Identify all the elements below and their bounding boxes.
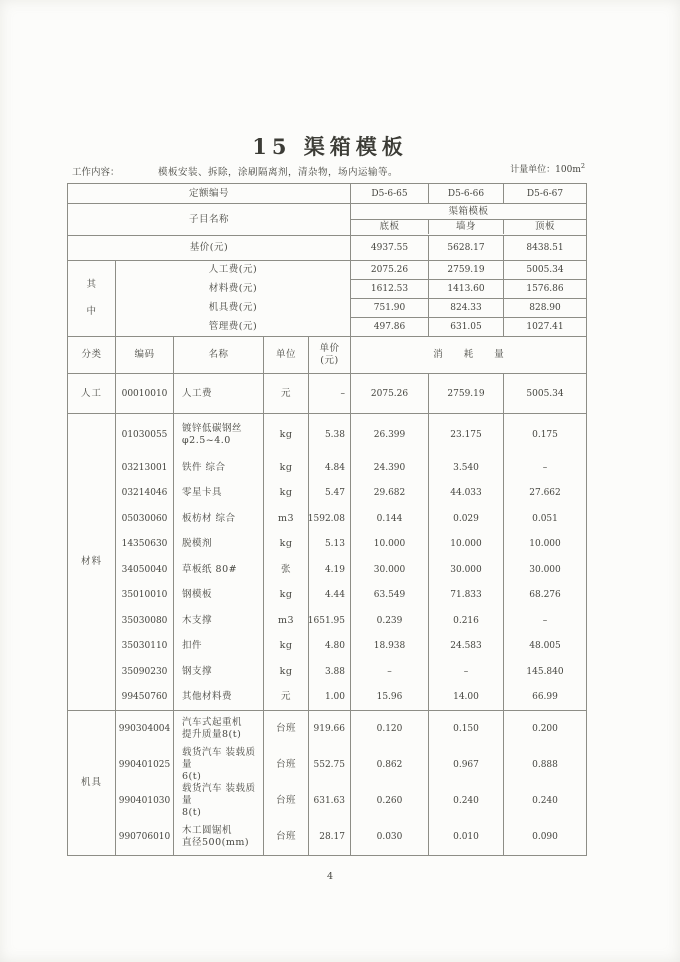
fee-labels — [116, 261, 351, 336]
row-name — [174, 455, 264, 481]
fee-value: 1027.41 — [526, 322, 564, 332]
material-section — [68, 414, 586, 711]
fee-value: 497.86 — [351, 318, 429, 336]
row-unit: kg — [264, 583, 309, 609]
row-unit: 台班 — [264, 747, 309, 783]
row-value-3: – — [542, 462, 548, 473]
row-value-2: 44.033 — [429, 481, 504, 507]
among-label — [68, 261, 116, 336]
row-unit: kg — [264, 481, 309, 507]
quota-number-row — [68, 184, 586, 204]
table-row — [116, 414, 586, 455]
row-value-2: 2759.19 — [429, 374, 504, 413]
row-code: 990706010 — [116, 819, 174, 855]
row-price: 4.44 — [309, 583, 351, 609]
row-unit: 台班 — [264, 819, 309, 855]
row-code: 35030110 — [116, 634, 174, 660]
row-value-1: 2075.26 — [351, 374, 429, 413]
fee-value: 1576.86 — [526, 284, 564, 294]
row-name-line: 6(t) — [182, 771, 202, 782]
row-value-2: 24.583 — [429, 634, 504, 660]
row-unit: m3 — [264, 608, 309, 634]
row-value-3: 10.000 — [529, 539, 561, 550]
row-value-2: 0.150 — [429, 711, 504, 747]
row-value-3: 30.000 — [529, 564, 561, 575]
row-name-line: 木支撑 — [182, 614, 213, 626]
row-value-3: 0.175 — [532, 429, 558, 440]
row-name-line: 8(t) — [182, 807, 202, 818]
row-value-1: 18.938 — [351, 634, 429, 660]
row-name — [174, 583, 264, 609]
row-code: 990401025 — [116, 747, 174, 783]
row-value-1: 0.862 — [351, 747, 429, 783]
row-value-1: 0.030 — [351, 819, 429, 855]
category-machine: 机具 — [68, 711, 116, 855]
base-price-row — [68, 236, 586, 261]
row-price: 3.88 — [309, 659, 351, 685]
item-name-3: 顶板 — [534, 221, 555, 232]
row-name-line: 脱模剂 — [182, 538, 213, 550]
table-row — [116, 481, 586, 507]
row-price: 4.19 — [309, 557, 351, 583]
fee-values — [351, 261, 586, 336]
row-unit: kg — [264, 455, 309, 481]
row-value-1: 15.96 — [351, 685, 429, 711]
row-code: 00010010 — [116, 374, 174, 413]
row-name — [174, 481, 264, 507]
quota-number-3: D5-6-67 — [526, 188, 564, 199]
base-price-1: 4937.55 — [351, 236, 429, 260]
base-price-label: 基价(元) — [68, 236, 351, 260]
page-number: 4 — [326, 871, 334, 882]
row-name-line: 载货汽车 装载质量 — [182, 747, 256, 770]
row-code: 35090230 — [116, 659, 174, 685]
row-code: 990401030 — [116, 783, 174, 819]
row-name-line: 扣件 — [182, 640, 203, 652]
row-name — [174, 711, 264, 747]
fee-row-material — [351, 280, 586, 299]
row-name — [174, 783, 264, 819]
row-value-1: 63.549 — [351, 583, 429, 609]
table-row — [116, 583, 586, 609]
row-value-2: 3.540 — [429, 455, 504, 481]
table-row — [116, 747, 586, 783]
row-code: 990304004 — [116, 711, 174, 747]
row-name — [174, 747, 264, 783]
row-unit: 张 — [264, 557, 309, 583]
row-price: 28.17 — [309, 819, 351, 855]
machine-rows — [116, 711, 586, 855]
table-row — [116, 659, 586, 685]
row-name — [174, 685, 264, 711]
item-name-right — [351, 204, 586, 235]
col-header-category: 分类 — [68, 337, 116, 373]
row-name — [174, 819, 264, 855]
fee-value: 751.90 — [351, 299, 429, 317]
row-code: 03214046 — [116, 481, 174, 507]
row-value-3: 0.888 — [532, 760, 558, 770]
fee-row-management — [351, 318, 586, 336]
col-header-unit: 单位 — [264, 337, 309, 373]
row-value-1: 29.682 — [351, 481, 429, 507]
row-value-1: 30.000 — [351, 557, 429, 583]
row-name-line: 汽车式起重机 — [182, 717, 243, 728]
row-code: 14350630 — [116, 532, 174, 558]
row-code: 35010010 — [116, 583, 174, 609]
row-unit: kg — [264, 634, 309, 660]
fee-value: 828.90 — [529, 303, 561, 313]
row-name — [174, 608, 264, 634]
row-value-2: 23.175 — [429, 414, 504, 455]
row-unit: 台班 — [264, 783, 309, 819]
table-row — [116, 608, 586, 634]
row-name-line: 零星卡具 — [182, 487, 223, 499]
item-group-cell: 渠箱模板 — [351, 204, 586, 220]
table-row — [116, 634, 586, 660]
row-value-1: 0.260 — [351, 783, 429, 819]
row-price: 1651.95 — [309, 608, 351, 634]
row-code: 03213001 — [116, 455, 174, 481]
row-value-3: 0.051 — [532, 513, 558, 524]
table-row — [116, 506, 586, 532]
table-row — [116, 532, 586, 558]
table-row — [116, 711, 586, 747]
row-value-1: 24.390 — [351, 455, 429, 481]
row-unit: 元 — [264, 685, 309, 711]
row-value-1: 10.000 — [351, 532, 429, 558]
col-header-unitprice-l2: (元) — [320, 355, 339, 366]
measure-unit-text: 计量单位：100m — [510, 165, 581, 175]
table-row — [116, 685, 586, 711]
row-name — [174, 414, 264, 455]
row-value-3: 0.090 — [532, 832, 558, 842]
measure-unit-label — [510, 162, 585, 175]
base-price-3: 8438.51 — [526, 243, 564, 253]
fee-value: 2759.19 — [429, 261, 504, 279]
category-labor: 人工 — [68, 374, 116, 413]
row-name-line: 铁件 综合 — [182, 461, 226, 473]
row-value-3: 48.005 — [529, 641, 561, 652]
category-material: 材料 — [68, 414, 116, 710]
row-price: 5.13 — [309, 532, 351, 558]
row-value-2: 0.216 — [429, 608, 504, 634]
fee-value: 1413.60 — [429, 280, 504, 298]
item-name-2: 墙身 — [429, 220, 504, 234]
row-name-line: 板枋材 综合 — [182, 512, 236, 524]
row-price: 1.00 — [309, 685, 351, 711]
material-rows — [116, 414, 586, 710]
row-price: 919.66 — [309, 711, 351, 747]
quota-table — [67, 183, 587, 856]
row-name — [174, 659, 264, 685]
quota-number-2: D5-6-66 — [429, 184, 504, 203]
row-value-2: 30.000 — [429, 557, 504, 583]
row-unit: kg — [264, 659, 309, 685]
col-header-code: 编码 — [116, 337, 174, 373]
work-content-text: 模板安装、拆除，涂刷隔离剂，清杂物，场内运输等。 — [158, 167, 399, 178]
row-name — [174, 532, 264, 558]
row-code: 35030080 — [116, 608, 174, 634]
row-value-3: 27.662 — [529, 488, 561, 499]
row-code: 05030060 — [116, 506, 174, 532]
row-unit: 台班 — [264, 711, 309, 747]
row-price: 4.84 — [309, 455, 351, 481]
fee-value: 631.05 — [429, 318, 504, 336]
row-name-line: 直径500(mm) — [182, 837, 250, 848]
row-name-line: 镀锌低碳钢丝 — [182, 422, 243, 434]
quota-number-label: 定额编号 — [68, 184, 351, 203]
row-name-line: 草板纸 80# — [182, 563, 238, 575]
row-code: 34050040 — [116, 557, 174, 583]
fee-row-labor — [351, 261, 586, 280]
row-value-3: 66.99 — [532, 692, 558, 703]
quota-number-1: D5-6-65 — [351, 184, 429, 203]
row-price: 5.47 — [309, 481, 351, 507]
fee-label-labor: 人工费(元) — [208, 264, 258, 276]
row-name — [174, 374, 264, 413]
row-name-line: 其他材料费 — [182, 691, 233, 703]
row-unit: kg — [264, 414, 309, 455]
row-value-3: 0.240 — [532, 796, 558, 806]
measure-unit-sup: 2 — [580, 162, 585, 170]
fee-value: 5005.34 — [526, 265, 564, 275]
among-char-1: 其 — [86, 278, 97, 290]
col-header-unitprice — [309, 337, 351, 373]
item-name-1: 底板 — [351, 220, 429, 234]
machine-section — [68, 711, 586, 855]
row-value-1: 0.239 — [351, 608, 429, 634]
row-price: 1592.08 — [309, 506, 351, 532]
row-value-3: 145.840 — [526, 666, 564, 677]
row-price: 5.38 — [309, 414, 351, 455]
page-title: 15 渠箱模板 — [252, 134, 408, 159]
col-header-consumption: 消 耗 量 — [433, 349, 513, 360]
row-value-2: 0.010 — [429, 819, 504, 855]
row-unit: kg — [264, 532, 309, 558]
table-row — [116, 557, 586, 583]
row-value-1: 0.120 — [351, 711, 429, 747]
fee-value: 824.33 — [429, 299, 504, 317]
fee-label-management: 管理费(元) — [208, 320, 258, 332]
row-name-line: 钢支撑 — [182, 665, 213, 677]
row-code: 01030055 — [116, 414, 174, 455]
column-header-row — [68, 337, 586, 374]
row-value-1: 26.399 — [351, 414, 429, 455]
fee-value: 2075.26 — [351, 261, 429, 279]
row-name-line: 钢模板 — [182, 589, 213, 601]
row-price: 552.75 — [309, 747, 351, 783]
row-value-3: 5005.34 — [526, 388, 564, 399]
row-name — [174, 634, 264, 660]
among-char-2: 中 — [86, 306, 97, 318]
row-name-line: 人工费 — [182, 387, 213, 399]
row-name-line: 木工圆锯机 — [182, 825, 233, 836]
fee-band — [68, 261, 586, 337]
table-row — [116, 455, 586, 481]
fee-value: 1612.53 — [351, 280, 429, 298]
row-value-2: – — [429, 659, 504, 685]
fee-row-machine — [351, 299, 586, 318]
row-value-3: 68.276 — [529, 590, 561, 601]
row-value-2: 0.029 — [429, 506, 504, 532]
item-name-label: 子目名称 — [68, 204, 351, 235]
row-value-2: 0.967 — [429, 747, 504, 783]
row-value-3: 0.200 — [532, 724, 558, 734]
row-price: 631.63 — [309, 783, 351, 819]
row-name-line: 载货汽车 装载质量 — [182, 783, 256, 806]
row-value-2: 71.833 — [429, 583, 504, 609]
row-name — [174, 506, 264, 532]
row-value-1: – — [351, 659, 429, 685]
fee-label-material: 材料费(元) — [208, 283, 258, 295]
row-price: – — [309, 374, 351, 413]
row-name — [174, 557, 264, 583]
table-row — [116, 783, 586, 819]
item-name-row — [68, 204, 586, 236]
row-value-1: 0.144 — [351, 506, 429, 532]
row-price: 4.80 — [309, 634, 351, 660]
row-value-2: 10.000 — [429, 532, 504, 558]
col-header-name: 名称 — [174, 337, 264, 373]
base-price-2: 5628.17 — [429, 236, 504, 260]
row-name-line: φ2.5~4.0 — [182, 434, 231, 446]
fee-label-machine: 机具费(元) — [208, 301, 258, 313]
table-row — [116, 819, 586, 855]
row-value-2: 14.00 — [429, 685, 504, 711]
row-value-2: 0.240 — [429, 783, 504, 819]
row-name-line: 提升质量8(t) — [182, 729, 242, 740]
col-header-unitprice-l1: 单价 — [319, 343, 340, 354]
row-code: 99450760 — [116, 685, 174, 711]
work-content-label: 工作内容： — [72, 167, 120, 178]
row-value-3: – — [542, 615, 548, 626]
row-unit: 元 — [264, 374, 309, 413]
row-unit: m3 — [264, 506, 309, 532]
labor-section — [68, 374, 586, 414]
